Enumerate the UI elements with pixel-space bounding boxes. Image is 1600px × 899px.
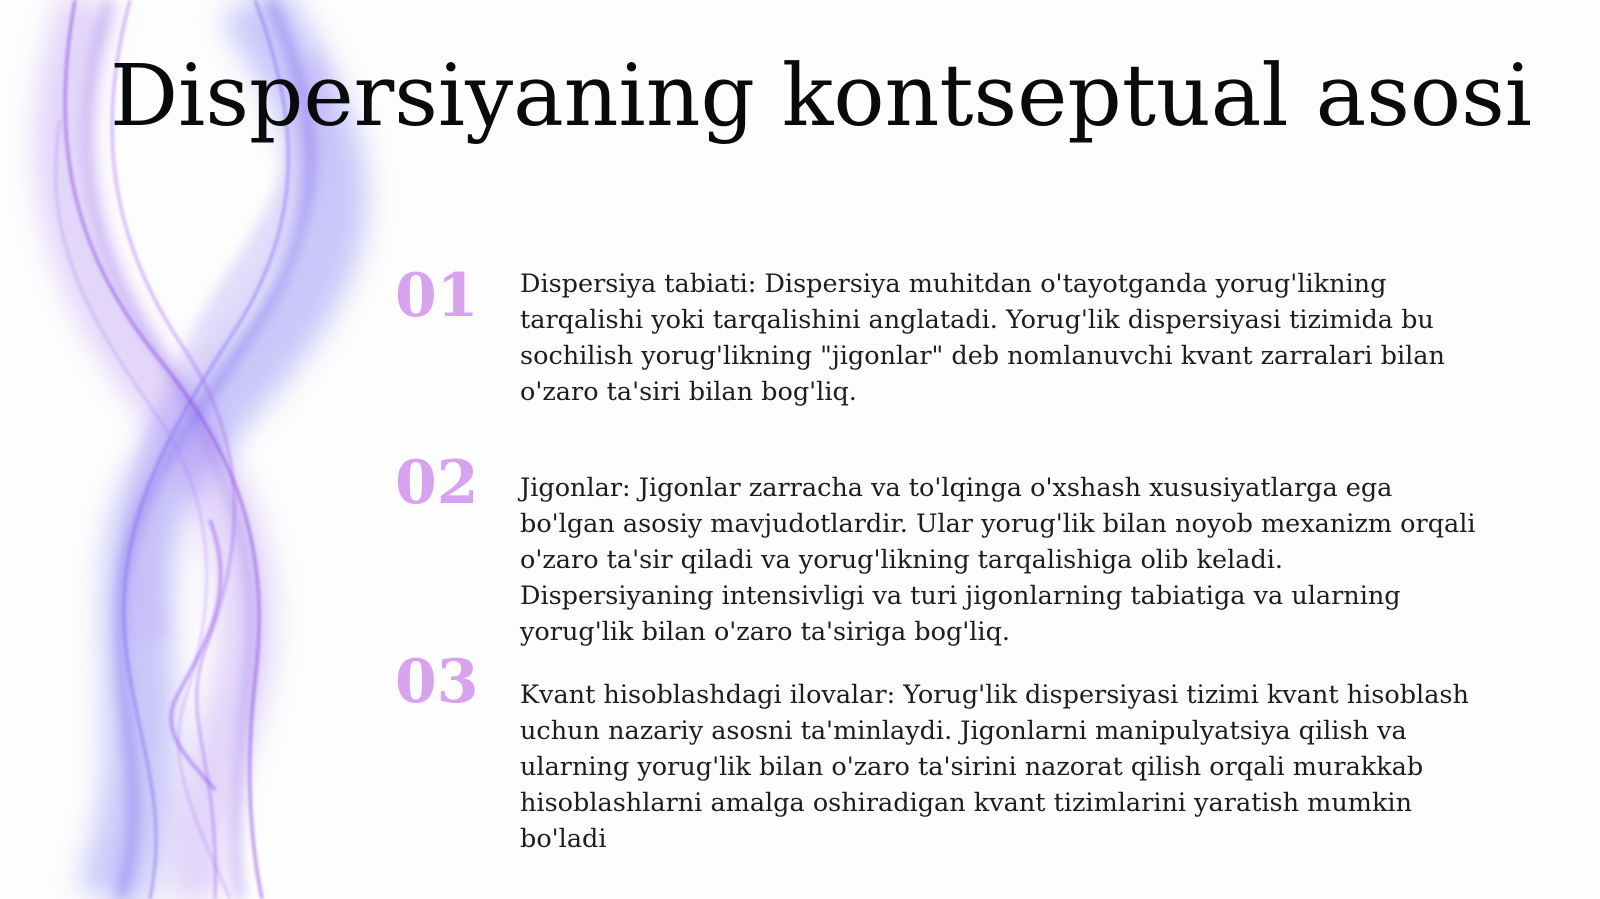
item-text-3: Kvant hisoblashdagi ilovalar: Yorug'lik dispersiyasi tizimi kvant hisoblash uchun nazariy asosni ta'minlaydi. Jigonlarni manipulyatsiya qilish va ularning yorug'lik bilan o'zaro ta'sirini nazorat qilish orqali murakkab hisoblashlarni amalga oshiradigan kvant tizimlarini yaratish mumkin bo'ladi bbox=[520, 680, 1469, 854]
item-text-1: Dispersiya tabiati: Dispersiya muhitdan o'tayotganda yorug'likning tarqalishi yoki tarqalishini anglatadi. Yorug'lik dispersiyasi tizimida bu sochilish yorug'likning "jigonlar" deb nomlanuvchi kvant zarralari bilan o'zaro ta'siri bilan bog'liq. bbox=[520, 269, 1445, 407]
item-number-2: 02 bbox=[395, 448, 479, 518]
item-number-1: 01 bbox=[395, 261, 479, 331]
slide-title: Dispersiyaning kontseptual asosi bbox=[110, 47, 1532, 146]
item-text-2: Jigonlar: Jigonlar zarracha va to'lqinga o'xshash xususiyatlarga ega bo'lgan asosiy mavjudotlardir. Ular yorug'lik bilan noyob mexanizm orqali o'zaro ta'sir qiladi va yorug'likning tarqalishiga olib keladi. Dispersiyaning intensivligi va turi jigonlarning tabiatiga va ularning yorug'lik bilan o'zaro ta'siriga bog'liq. bbox=[520, 473, 1476, 647]
item-number-3: 03 bbox=[395, 647, 479, 717]
